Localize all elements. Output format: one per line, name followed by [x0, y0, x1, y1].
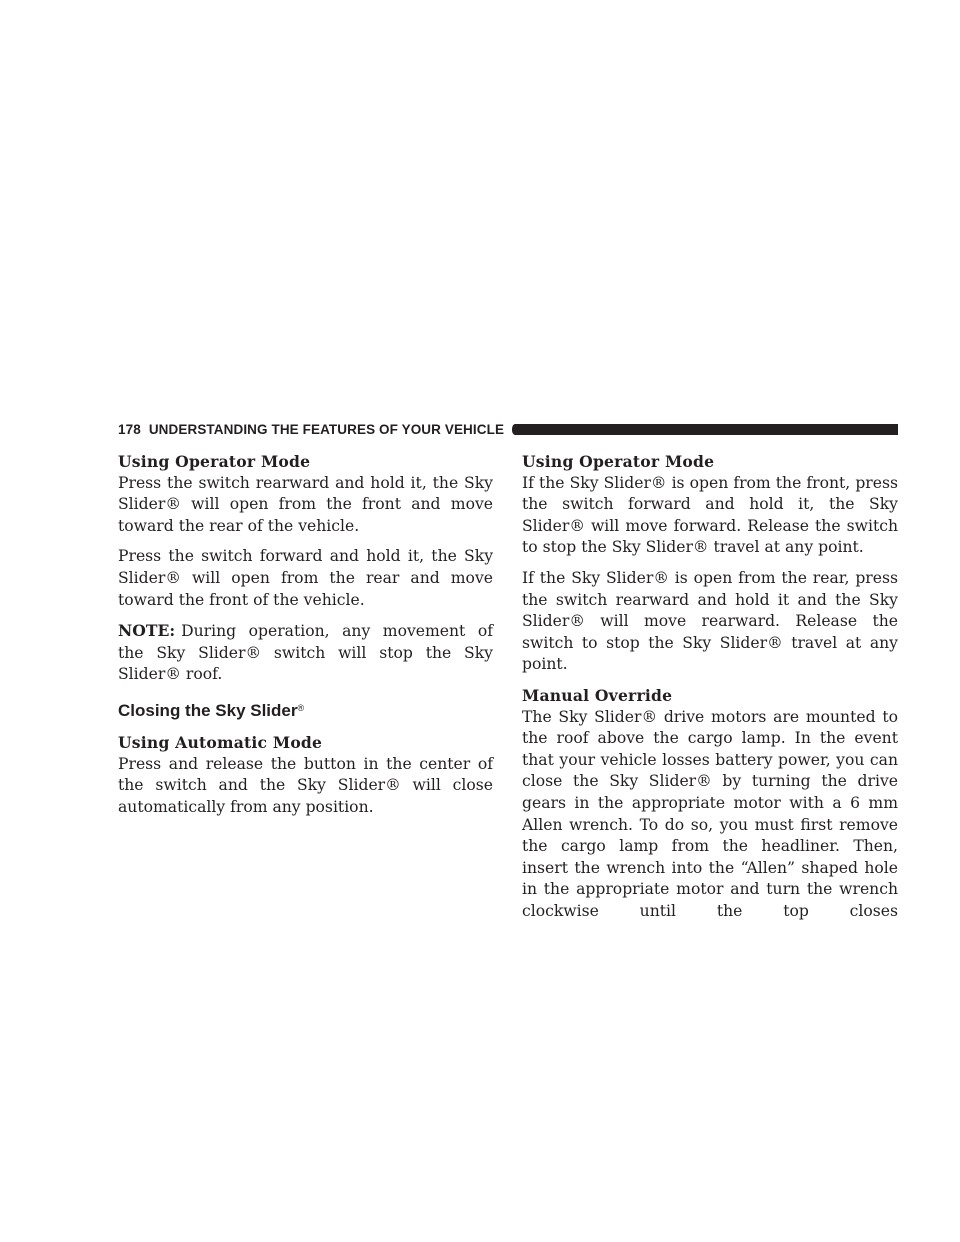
- right-paragraph-2: If the Sky Slider® is open from the rear, press the switch rearward and hold it and the Sky Slider® will move rearward. Release the switch to stop the Sky Slider® travel at any point.: [522, 568, 898, 674]
- right-paragraph-1: If the Sky Slider® is open from the front, press the switch forward and hold it, the Sky Slider® will move forward. Release the switch to stop the Sky Slider® travel at any point.: [522, 473, 898, 557]
- manual-override-heading: Manual Override: [522, 685, 673, 705]
- automatic-mode-paragraph: Press and release the button in the center of the switch and the Sky Slider® will close automatically from any position.: [118, 754, 493, 816]
- registered-mark: ®: [297, 702, 305, 713]
- page-number: 178: [118, 421, 141, 437]
- page-header: [118, 421, 898, 437]
- note-text: During operation, any movement of the Sky Slider® switch will stop the Sky Slider® roof.: [118, 622, 493, 684]
- operator-mode-paragraph-2: Press the switch forward and hold it, the Sky Slider® will open from the rear and move toward the front of the vehicle.: [118, 547, 493, 609]
- manual-override-paragraph: The Sky Slider® drive motors are mounted to the roof above the cargo lamp. In the event that your vehicle losses battery power, you can close the Sky Slider® by turning the drive gears in the appropriate motor with a 6 mm Allen wrench. To do so, you must first remove the cargo lamp from the headliner. Then, insert the wrench into the “Allen” shaped hole in the appropriate motor and turn the wrench clockwise until the top closes: [522, 707, 898, 920]
- automatic-mode-heading: Using Automatic Mode: [118, 732, 323, 752]
- right-column: [522, 451, 898, 931]
- section-heading: [118, 698, 493, 721]
- section-title: UNDERSTANDING THE FEATURES OF YOUR VEHICLE: [148, 421, 505, 437]
- header-rule: [512, 424, 898, 435]
- operator-mode-heading: Using Operator Mode: [118, 452, 311, 471]
- note-label: NOTE:: [118, 621, 176, 641]
- operator-mode-paragraph-1: Press the switch rearward and hold it, the Sky Slider® will open from the front and move toward the rear of the vehicle.: [118, 473, 493, 535]
- operator-mode-heading-right: Using Operator Mode: [522, 452, 715, 471]
- note-paragraph: [118, 620, 493, 686]
- left-column: [118, 451, 493, 827]
- section-heading-text: Closing the Sky Slider: [118, 700, 298, 720]
- header-text: [118, 422, 504, 437]
